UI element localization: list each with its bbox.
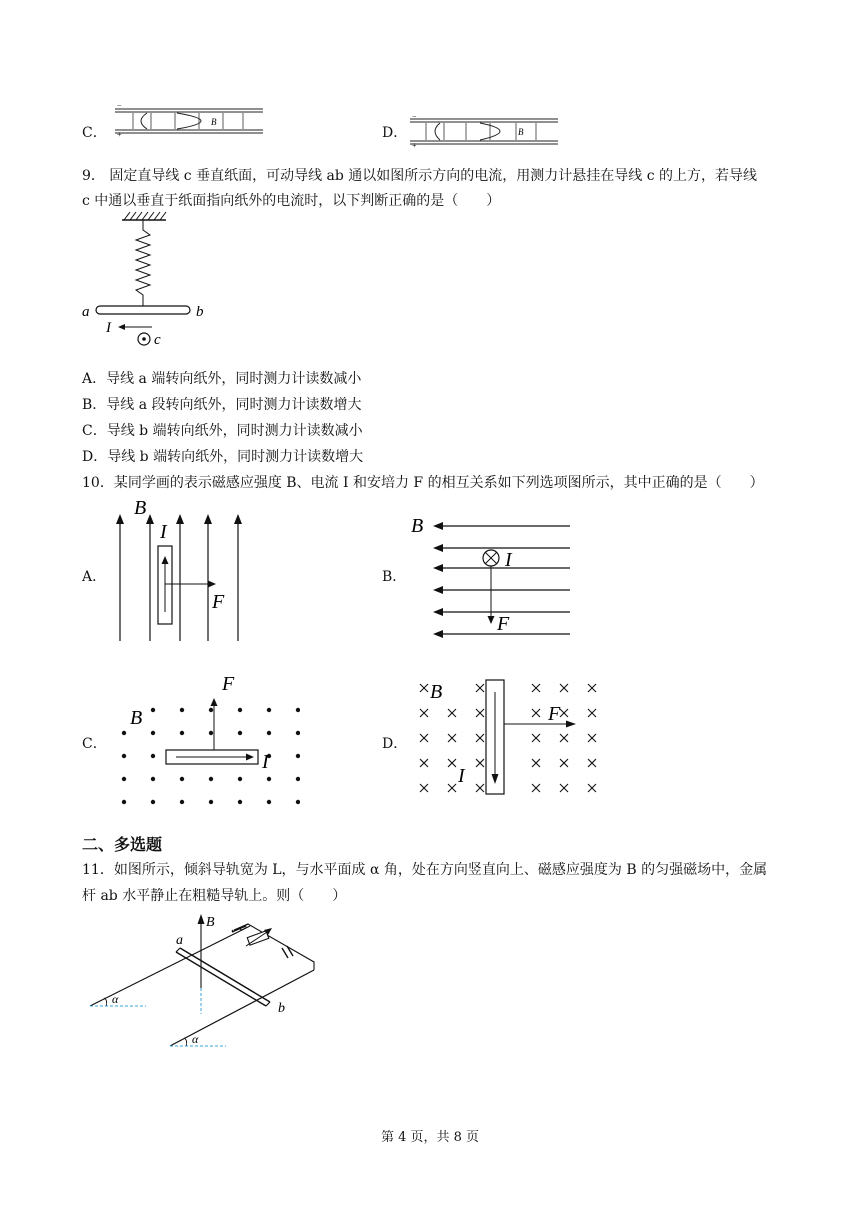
q11-text-line2: 杆 ab 水平静止在粗糙导轨上。则（ ） [82,888,347,904]
field-dot [180,800,184,804]
svg-text:−: − [412,113,417,121]
q9-label-a: a [82,304,90,320]
q8-option-c-figure [115,103,265,139]
svg-text:+: + [117,130,122,139]
q10-option-a-figure [110,496,260,646]
field-cross [560,734,568,742]
q10-d-label-f: F [548,703,561,725]
q10-option-b-label: B． [382,569,407,585]
q11-figure [82,908,332,1058]
q11-label-alpha-1: α [112,992,119,1006]
field-cross [420,684,428,692]
field-cross [532,734,540,742]
field-dot [296,800,300,804]
q9-text-line1: 9． 固定直导线 c 垂直纸面，可动导线 ab 通以如图所示方向的电流，用测力计悬挂在导线 c 的上方，若导线 [82,168,758,184]
field-cross [560,709,568,717]
field-cross [560,684,568,692]
field-dot [267,800,271,804]
q9-figure [80,210,220,350]
section-title: 二、多选题 [82,835,163,854]
q10-text: 10．某同学画的表示磁感应强度 B、电流 I 和安培力 F 的相互关系如下列选项图所示，其中正确的是（ ） [82,475,764,491]
q11-label-b-field: B [206,915,215,930]
q10-option-c-label: C． [82,736,107,752]
field-dot [122,800,126,804]
q10-option-d-figure [410,674,610,806]
field-dot [151,754,155,758]
field-dot [296,754,300,758]
q10-c-label-i: I [262,751,269,773]
field-dot [151,777,155,781]
field-dot [296,731,300,735]
q10-d-label-i: I [458,765,465,787]
field-dot [180,777,184,781]
field-cross [532,684,540,692]
field-dot [151,800,155,804]
field-cross [588,709,596,717]
field-dot [122,731,126,735]
field-cross [588,684,596,692]
field-cross [448,709,456,717]
q9-label-b: b [196,304,204,320]
field-dot [180,731,184,735]
q8-c-label-b: B [211,117,217,127]
q9-option-a: A．导线 a 端转向纸外，同时测力计读数减小 [82,371,362,387]
q10-a-label-i: I [160,521,167,543]
q10-a-label-f: F [212,591,225,613]
q11-label-a: a [176,933,183,948]
field-cross [476,784,484,792]
q9-text-line2: c 中通以垂直于纸面指向纸外的电流时，以下判断正确的是（ ） [82,193,501,209]
field-dot [238,708,242,712]
field-dot [267,731,271,735]
field-cross [476,684,484,692]
q9-option-b: B．导线 a 段转向纸外，同时测力计读数增大 [82,397,362,413]
field-cross [476,759,484,767]
field-cross [420,784,428,792]
field-cross [448,734,456,742]
q8-option-c-label: C． [82,125,107,141]
q9-label-c: c [154,332,161,348]
q11-text-line1: 11．如图所示，倾斜导轨宽为 L，与水平面成 α 角，处在方向竖直向上、磁感应强度为 B 的匀强磁场中，金属 [82,862,768,878]
field-cross [532,784,540,792]
q11-label-b: b [278,1001,285,1016]
q10-option-a-label: A． [82,569,107,585]
field-cross [420,709,428,717]
q8-option-d-label: D． [382,125,408,141]
field-dot [122,777,126,781]
q10-option-d-label: D． [382,736,408,752]
field-dot [267,777,271,781]
field-dot [209,777,213,781]
field-cross [532,709,540,717]
q10-b-label-i: I [505,549,512,571]
field-cross [560,784,568,792]
field-dot [122,754,126,758]
page-footer: 第 4 页，共 8 页 [380,1130,480,1145]
q9-label-i: I [106,320,111,336]
field-dot [238,731,242,735]
q10-b-label-b: B [411,515,424,537]
q10-a-label-b: B [134,497,147,519]
field-cross [476,734,484,742]
q10-c-label-f: F [222,673,235,695]
field-cross [448,784,456,792]
q9-option-d: D．导线 b 端转向纸外，同时测力计读数增大 [82,449,364,465]
q11-label-alpha-2: α [192,1032,199,1046]
field-dot [209,731,213,735]
q10-c-label-b: B [130,707,143,729]
field-cross [448,759,456,767]
field-cross [588,759,596,767]
field-dot [296,777,300,781]
field-dot [209,800,213,804]
field-dot [151,731,155,735]
field-dot [180,708,184,712]
q8-option-d-figure [410,113,560,149]
field-cross [588,734,596,742]
field-cross [588,784,596,792]
field-dot [296,708,300,712]
q9-option-c: C．导线 b 端转向纸外，同时测力计读数减小 [82,423,363,439]
q10-option-c-figure [110,668,300,816]
q10-b-label-f: F [497,613,510,635]
svg-text:−: − [117,103,122,110]
field-dot [238,800,242,804]
field-dot [238,777,242,781]
field-cross [476,709,484,717]
field-cross [420,759,428,767]
svg-text:+: + [412,141,417,149]
q8-d-label-b: B [518,127,524,137]
q10-d-label-b: B [430,681,443,703]
field-cross [532,759,540,767]
field-dot [209,708,213,712]
field-dot [151,708,155,712]
field-cross [560,759,568,767]
field-cross [420,734,428,742]
field-dot [267,708,271,712]
q10-option-b-figure [405,510,575,638]
